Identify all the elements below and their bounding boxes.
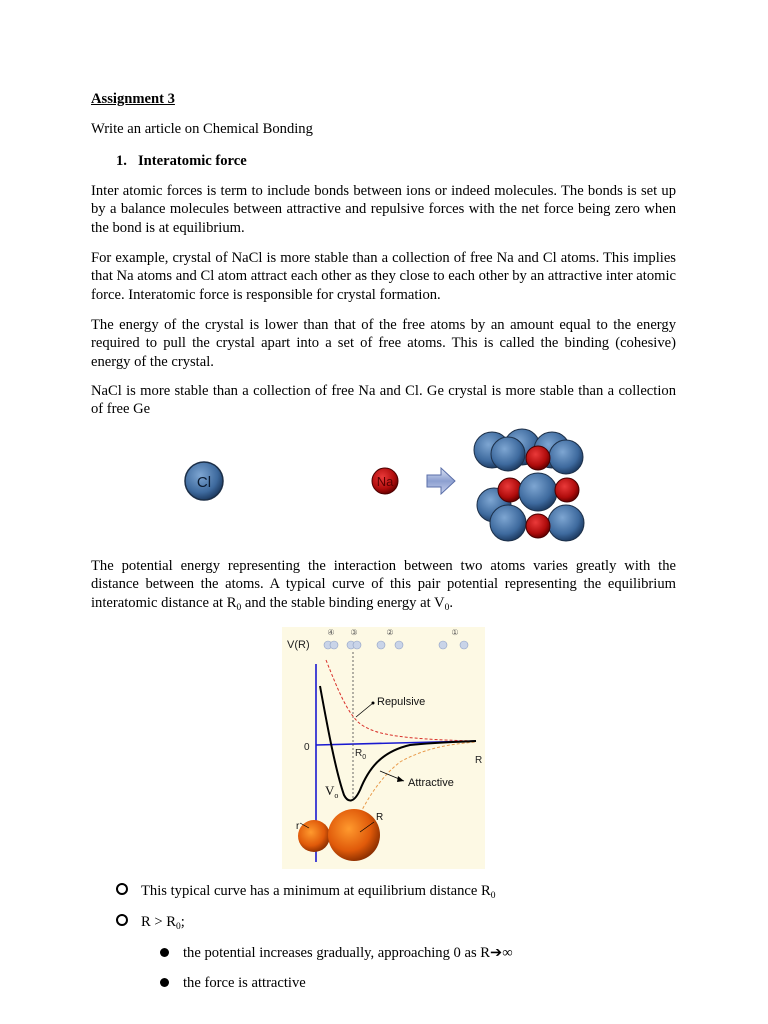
subbullet-potential-increases [160, 944, 513, 962]
potential-text-part2: and the stable binding energy at V [241, 594, 445, 611]
nacl-crystal-lattice [474, 429, 584, 541]
big-r-label: R [376, 812, 384, 823]
bullet-equilibrium [116, 882, 496, 900]
assignment-subtitle: Write an article on Chemical Bonding [91, 121, 313, 137]
small-r-label: r [296, 821, 300, 832]
r0-subscript: 0 [236, 602, 242, 613]
subbullet-potential-text: the potential increases gradually, approaching 0 as R [183, 945, 491, 961]
bullet-r-greater-text: R > R [141, 914, 176, 930]
na-label: Na [376, 474, 394, 489]
crystal-formation-illustration [0, 420, 768, 550]
paragraph-crystal-energy: The energy of the crystal is lower than that of the free atoms by an amount equal to the energy required to pull the crystal apart into a set of free atoms. This is called the binding (cohesive) energy of the crystal. [91, 317, 676, 370]
stage-label-4: ④ [327, 628, 335, 637]
section-title: Interatomic force [138, 153, 247, 169]
r0-label: $R_0$ [355, 748, 367, 761]
potential-text-part1: The potential energy representing the interaction between two atoms varies greatly with the distance between the atoms. A typical curve of this pair potential representing the equilibrium interatomic distance at R [91, 558, 676, 611]
bullet-r-greater-tail: ; [180, 914, 185, 930]
paragraph-interatomic-forces: Inter atomic forces is term to include bonds between ions or indeed molecules. The bonds is set up by a balance molecules between attractive and repulsive forces with the net force being zero when the bond is at equilibrium. [91, 183, 676, 236]
v0-label: $V_o$ [325, 783, 339, 800]
stage-label-3: ③ [350, 628, 358, 637]
large-atom-sphere [328, 809, 380, 861]
subbullet-force-attractive [160, 974, 306, 992]
v0-subscript: 0 [444, 602, 450, 613]
arrow-right-icon [427, 468, 455, 494]
assignment-title: Assignment 3 [91, 91, 175, 107]
section-heading [116, 153, 247, 170]
repulsive-label: Repulsive [377, 696, 426, 708]
stage-label-1: ① [451, 628, 459, 637]
bullet-r-greater-sub: 0 [176, 922, 181, 932]
stage-label-2: ② [386, 628, 394, 637]
attractive-label: Attractive [408, 777, 454, 789]
zero-label: 0 [304, 742, 310, 753]
bullet-r-greater [116, 913, 185, 931]
chlorine-atom [185, 462, 223, 500]
paragraph-potential-energy [91, 557, 676, 612]
subbullet-force-text: the force is attractive [183, 975, 306, 991]
bullet-equilibrium-sub: 0 [490, 891, 496, 901]
paragraph-stability: NaCl is more stable than a collection of free Na and Cl. Ge crystal is more stable than a collection of free Ge [91, 383, 676, 418]
hollow-bullet-icon [116, 914, 128, 926]
potential-text-part3: . [449, 594, 453, 611]
bullet-equilibrium-text: This typical curve has a minimum at equilibrium distance R [141, 883, 491, 899]
infinity-symbol: ∞ [502, 945, 513, 961]
filled-bullet-icon [160, 978, 169, 987]
right-arrow-icon: ➔ [490, 945, 503, 961]
paragraph-nacl-example: For example, crystal of NaCl is more stable than a collection of free Na and Cl atoms. This implies that Na atoms and Cl atom attract each other as they close to each other by an attractive inter atomic force. Interatomic force is responsible for crystal formation. [91, 250, 676, 303]
y-axis-label: V(R) [287, 639, 310, 651]
r-axis-label: R [475, 755, 483, 766]
filled-bullet-icon [160, 948, 169, 957]
hollow-bullet-icon [116, 883, 128, 895]
section-number: 1. [116, 153, 127, 169]
potential-energy-figure [282, 627, 485, 869]
cl-label: Cl [196, 474, 212, 491]
sodium-atom [372, 468, 398, 494]
